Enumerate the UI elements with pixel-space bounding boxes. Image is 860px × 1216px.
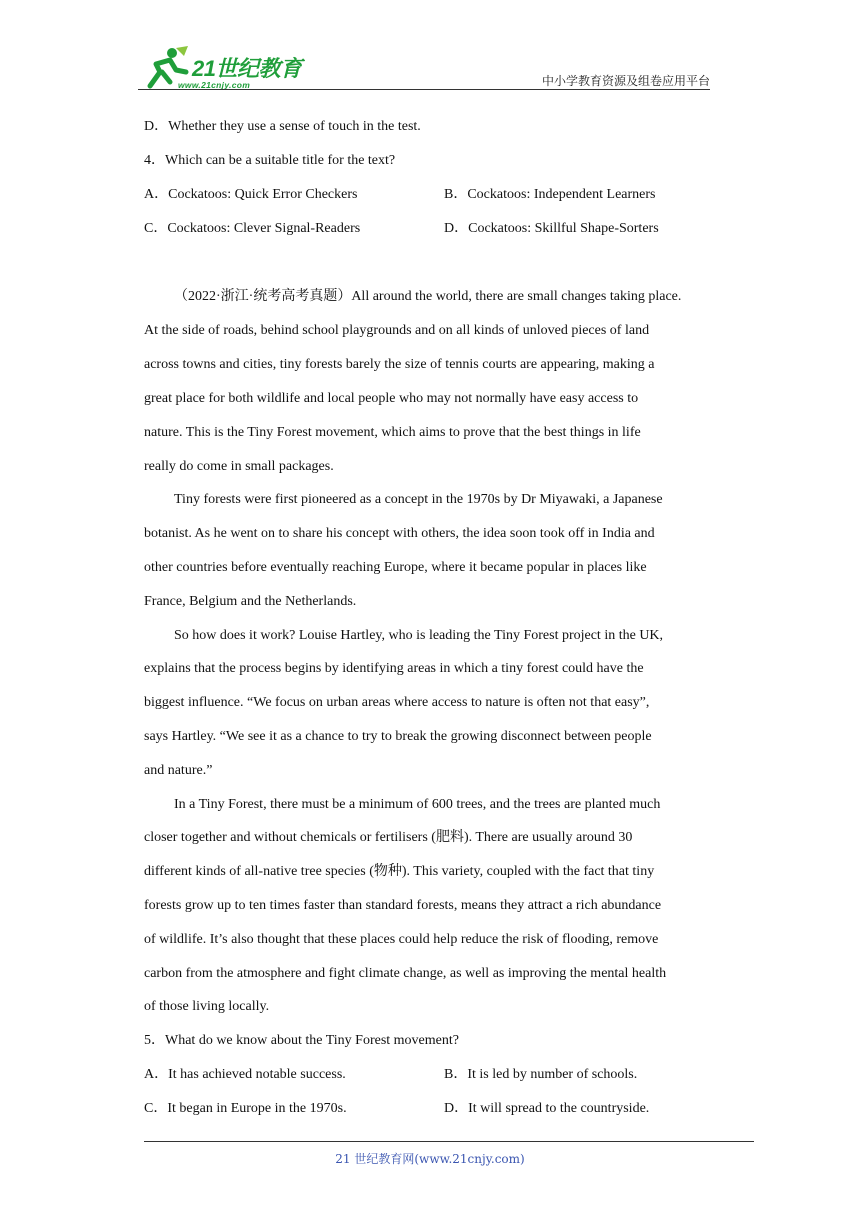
passage-line: of those living locally.	[144, 999, 270, 1014]
passage-line: explains that the process begins by identifying areas in which a tiny forest could have the	[144, 661, 644, 676]
passage-line: France, Belgium and the Netherlands.	[144, 594, 357, 609]
passage-line: nature. This is the Tiny Forest movement, which aims to prove that the best things in life	[144, 425, 641, 440]
header-divider	[138, 89, 710, 90]
passage-line: across towns and cities, tiny forests barely the size of tennis courts are appearing, making a	[144, 357, 655, 372]
q5-option-b: B．It is led by number of schools.	[444, 1067, 638, 1082]
passage-line: carbon from the atmosphere and fight climate change, as well as improving the mental health	[144, 966, 667, 981]
passage-line: In a Tiny Forest, there must be a minimum of 600 trees, and the trees are planted much	[174, 797, 661, 812]
passage-line: biggest influence. “We focus on urban areas where access to nature is often not that easy”,	[144, 695, 650, 710]
passage-line: botanist. As he went on to share his concept with others, the idea soon took off in India and	[144, 526, 655, 541]
q5-option-c: C．It began in Europe in the 1970s.	[144, 1101, 347, 1116]
passage-line: and nature.”	[144, 763, 213, 778]
q4-option-d: D．Cockatoos: Skillful Shape-Sorters	[444, 221, 659, 236]
footer-link[interactable]: 21 世纪教育网(www.21cnjy.com)	[335, 1152, 525, 1166]
q4-option-a: A．Cockatoos: Quick Error Checkers	[144, 187, 358, 202]
footer-divider	[144, 1141, 754, 1142]
q4-option-b: B．Cockatoos: Independent Learners	[444, 187, 656, 202]
page-header	[138, 40, 710, 90]
passage-line: other countries before eventually reaching Europe, where it became popular in places like	[144, 560, 647, 575]
passage-line: So how does it work? Louise Hartley, who is leading the Tiny Forest project in the UK,	[174, 628, 664, 643]
q5-option-a: A．It has achieved notable success.	[144, 1067, 346, 1082]
q5-option-d: D．It will spread to the countryside.	[444, 1101, 650, 1116]
passage-line: great place for both wildlife and local people who may not normally have easy access to	[144, 391, 639, 406]
passage-line: says Hartley. “We see it as a chance to try to break the growing disconnect between people	[144, 729, 652, 744]
passage-line: different kinds of all-native tree species (物种). This variety, coupled with the fact that tiny	[144, 864, 655, 879]
logo-url: www.21cnjy.com	[178, 80, 251, 90]
brand-logo	[140, 46, 310, 90]
passage-line: closer together and without chemicals or fertilisers (肥料). There are usually around 30	[144, 830, 633, 845]
q3-option-d: D．Whether they use a sense of touch in the test.	[144, 119, 421, 134]
passage-line: forests grow up to ten times faster than standard forests, means they attract a rich abundance	[144, 898, 662, 913]
passage-line: （2022·浙江·统考高考真题）All around the world, there are small changes taking place.	[174, 289, 682, 304]
passage-line: of wildlife. It’s also thought that these places could help reduce the risk of flooding, remove	[144, 932, 659, 947]
passage-line: really do come in small packages.	[144, 459, 334, 474]
logo-text: 21世纪教育	[192, 56, 302, 81]
platform-title: 中小学教育资源及组卷应用平台	[541, 74, 710, 88]
q4-stem: 4．Which can be a suitable title for the text?	[144, 153, 396, 168]
passage-line: At the side of roads, behind school playgrounds and on all kinds of unloved pieces of land	[144, 323, 650, 338]
passage-line: Tiny forests were first pioneered as a concept in the 1970s by Dr Miyawaki, a Japanese	[174, 492, 663, 507]
q4-option-c: C．Cockatoos: Clever Signal-Readers	[144, 221, 361, 236]
q5-stem: 5．What do we know about the Tiny Forest movement?	[144, 1033, 459, 1048]
